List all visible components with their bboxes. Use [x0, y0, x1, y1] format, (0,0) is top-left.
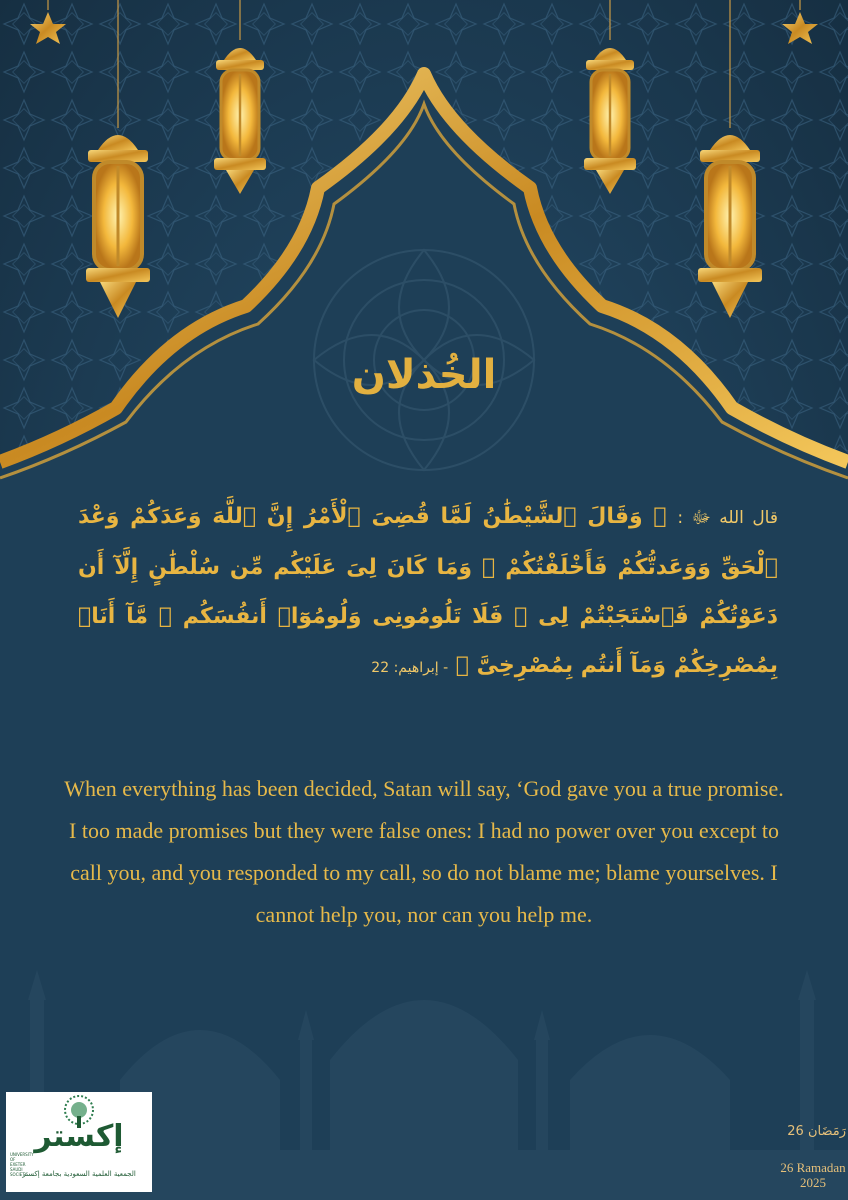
logo-subtitle: الجمعية العلمية السعودية بجامعة إكستر [22, 1170, 136, 1178]
society-logo [6, 1092, 152, 1192]
date-english-day: 26 Ramadan [780, 1160, 846, 1175]
logo-english: UNIVERSITY OF EXETER SAUDI SOCIETY [10, 1152, 34, 1177]
verse-reference: - إبراهيم: 22 [371, 660, 449, 676]
verse-text: ﴿ وَقَالَ ٱلشَّيْطَٰنُ لَمَّا قُضِىَ ٱلْأَمْرُ إِنَّ ٱللَّهَ وَعَدَكُمْ وَعْدَ ٱلْحَقِّ وَوَعَدتُّكُمْ فَأَخْلَفْتُكُمْ ۖ وَمَا كَانَ لِىَ عَلَيْكُم مِّن سُلْطَٰنٍ إِلَّآ أَن دَعَوْتُكُمْ فَٱسْتَجَبْتُمْ لِى ۖ فَلَا تَلُومُونِى وَلُومُوٓا۟ أَنفُسَكُم ۖ مَّآ أَنَا۠ بِمُصْرِخِكُمْ وَمَآ أَنتُم بِمُصْرِخِىَّ ﴾ [78, 504, 778, 678]
date-arabic: 26 رَمَضَان [787, 1124, 846, 1139]
date-english [778, 1160, 848, 1190]
verse-intro: قال الله ﷻ : [677, 508, 778, 528]
verse-translation: When everything has been decided, Satan will say, ‘God gave you a true promise. I too made promises but they were false ones: I had no power over you except to call you, and you responded to my call, so do not blame me; blame yourselves. I cannot help you, nor can you help me. [64, 776, 784, 927]
logo-name: إكستر [34, 1119, 124, 1154]
quran-verse [78, 492, 778, 693]
page-title: الخُذلان [351, 352, 497, 398]
date-english-year: 2025 [800, 1175, 826, 1190]
